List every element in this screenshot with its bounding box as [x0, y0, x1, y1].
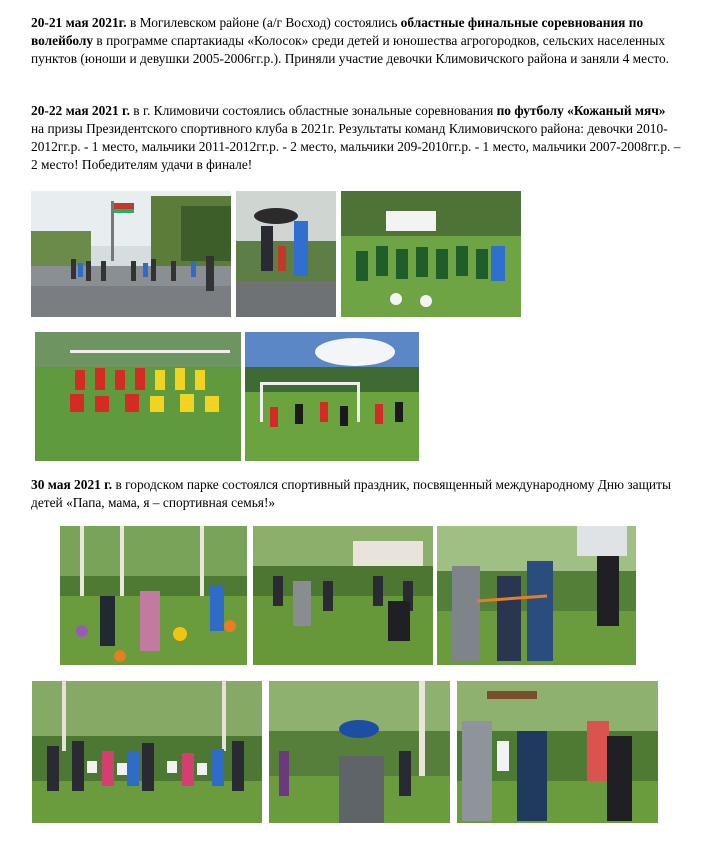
- article-highlight: областные финальные соревнования по волейболу: [31, 15, 644, 48]
- article-text: на призы Президентского спортивного клуба в 2021г. Результаты команд Климовичского района: девочки 2010-2012гг.р. - 1 место, мальчики 2011-2012гг.р. - 2 место, мальчики 209-2010гг.р. - 1 место, мальчики 2007-2008гг.р. – 2 место! Победителям удачи в финале!: [31, 121, 681, 172]
- article-text: в Могилевском районе (а/г Восход) состоялись: [126, 15, 401, 30]
- article-date: 20-22 мая 2021 г.: [31, 103, 130, 118]
- photo-awards-park: [457, 681, 658, 823]
- article-football: [31, 102, 681, 174]
- photo-football-lineup-street: [31, 191, 231, 317]
- photo-coach-cap: [269, 681, 450, 823]
- photo-boys-team-green: [341, 191, 521, 317]
- photo-team-red-yellow: [35, 332, 241, 461]
- article-date: 30 мая 2021 г.: [31, 477, 113, 492]
- photo-park-balloons: [60, 526, 247, 665]
- article-date: 20-21 мая 2021г.: [31, 15, 127, 30]
- photo-group-diplomas: [32, 681, 262, 823]
- photo-referee-umbrella: [236, 191, 336, 317]
- article-highlight: по футболу «Кожаный мяч»: [496, 103, 666, 118]
- photo-match-field: [245, 332, 419, 461]
- article-volleyball: [31, 14, 681, 68]
- article-text: в г. Климовичи состоялись областные зональные соревнования: [129, 103, 497, 118]
- article-family-day: [31, 476, 681, 512]
- photo-park-relay: [253, 526, 433, 665]
- article-text: в городском парке состоялся спортивный праздник, посвященный международному Дню защиты детей «Папа, мама, я – спортивная семья!»: [31, 477, 671, 510]
- photo-tug-of-war: [437, 526, 636, 665]
- article-text: в программе спартакиады «Колосок» среди детей и юношества агрогородков, сельских населенных пунктов (юноши и девушки 2005-2006гг.р.). Приняли участие девочки Климовичского района и заняли 4 место.: [31, 33, 670, 66]
